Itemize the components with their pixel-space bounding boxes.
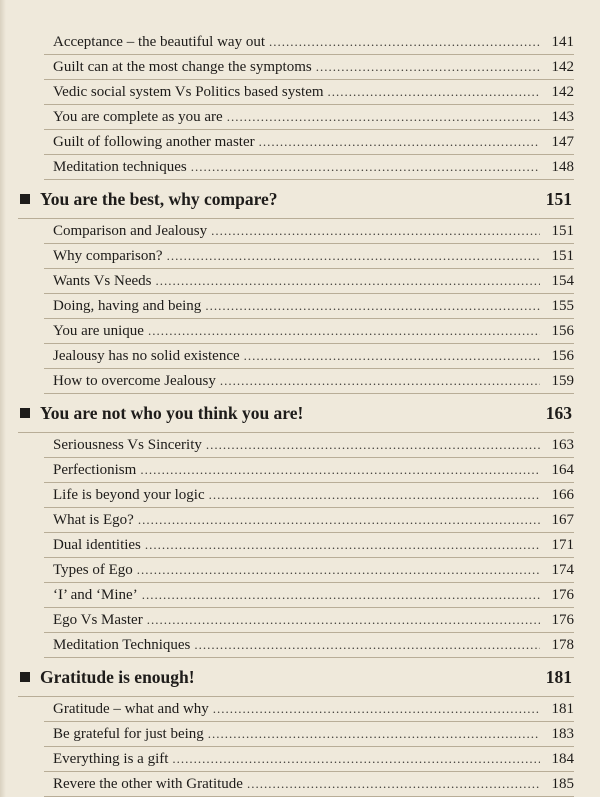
dot-leader [211,222,540,240]
entry-page-number: 185 [551,776,574,792]
square-bullet-icon [20,194,30,204]
toc-entry [44,80,574,105]
toc-entry [44,508,574,533]
toc-entry [44,55,574,80]
entry-title: Dual identities [53,537,141,553]
entry-page-number: 176 [551,612,574,628]
dot-leader [167,247,540,265]
toc-entry [44,608,574,633]
entry-title: Jealousy has no solid existence [53,348,240,364]
entry-title: Guilt of following another master [53,134,255,150]
toc-entry [44,483,574,508]
toc-entry [44,105,574,130]
dot-leader [328,83,540,101]
dot-leader [206,436,540,454]
dot-leader [247,775,540,793]
entry-page-number: 166 [551,487,574,503]
dot-leader [140,461,540,479]
section-title: Gratitude is enough! [40,666,195,687]
entry-title: You are complete as you are [53,109,223,125]
dot-leader [208,725,540,743]
dot-leader [194,636,540,654]
entry-page-number: 151 [551,248,574,264]
dot-leader [145,536,540,554]
entry-page-number: 156 [551,323,574,339]
toc-entry [44,30,574,55]
entry-title: Everything is a gift [53,751,169,767]
dot-leader [227,108,540,126]
entry-page-number: 142 [551,84,574,100]
entry-title: Ego Vs Master [53,612,143,628]
entry-page-number: 155 [551,298,574,314]
toc-entry [44,269,574,294]
toc-entry [44,772,574,797]
entry-page-number: 143 [551,109,574,125]
dot-leader [316,58,540,76]
entry-page-number: 174 [551,562,574,578]
entry-title: Seriousness Vs Sincerity [53,437,202,453]
entry-page-number: 156 [551,348,574,364]
toc-entry [44,130,574,155]
entry-title: ‘I’ and ‘Mine’ [53,587,138,603]
entry-title: Acceptance – the beautiful way out [53,34,265,50]
entry-page-number: 181 [551,701,574,717]
entry-page-number: 178 [551,637,574,653]
entry-page-number: 154 [551,273,574,289]
entry-title: Vedic social system Vs Politics based system [53,84,324,100]
dot-leader [156,272,540,290]
entry-title: Comparison and Jealousy [53,223,208,239]
entry-title: Why comparison? [53,248,163,264]
dot-leader [259,133,540,151]
toc-entry [44,155,574,180]
section-page-number: 181 [545,666,572,687]
entry-page-number: 148 [551,159,574,175]
toc-entry [44,219,574,244]
toc-entry [44,747,574,772]
entry-title: Doing, having and being [53,298,202,314]
toc-entry [44,433,574,458]
table-of-contents [0,30,600,797]
entry-page-number: 171 [551,537,574,553]
entry-title: Be grateful for just being [53,726,204,742]
section-title: You are not who you think you are! [40,402,304,423]
toc-entry [44,722,574,747]
square-bullet-icon [20,672,30,682]
dot-leader [244,347,540,365]
dot-leader [138,511,540,529]
entry-page-number: 147 [551,134,574,150]
entry-title: Meditation Techniques [53,637,191,653]
toc-entry [44,558,574,583]
toc-entry [44,344,574,369]
toc-entry [44,319,574,344]
entry-page-number: 142 [551,59,574,75]
section-heading [18,658,574,697]
entry-title: Revere the other with Gratitude [53,776,243,792]
toc-entry [44,533,574,558]
entry-page-number: 151 [551,223,574,239]
entry-page-number: 141 [551,34,574,50]
section-title: You are the best, why compare? [40,188,278,209]
dot-leader [269,33,540,51]
toc-entry [44,294,574,319]
dot-leader [148,322,540,340]
dot-leader [142,586,540,604]
toc-entry [44,458,574,483]
entry-title: Gratitude – what and why [53,701,209,717]
dot-leader [213,700,540,718]
entry-title: Life is beyond your logic [53,487,205,503]
dot-leader [205,297,540,315]
toc-entry [44,697,574,722]
entry-page-number: 164 [551,462,574,478]
entry-page-number: 184 [551,751,574,767]
section-page-number: 151 [545,188,572,209]
section-heading [18,394,574,433]
dot-leader [220,372,540,390]
entry-page-number: 183 [551,726,574,742]
entry-title: How to overcome Jealousy [53,373,216,389]
entry-title: Guilt can at the most change the symptoms [53,59,312,75]
entry-page-number: 167 [551,512,574,528]
dot-leader [209,486,540,504]
square-bullet-icon [20,408,30,418]
dot-leader [172,750,540,768]
entry-page-number: 163 [551,437,574,453]
entry-title: You are unique [53,323,144,339]
entry-title: Wants Vs Needs [53,273,152,289]
dot-leader [191,158,540,176]
entry-page-number: 176 [551,587,574,603]
entry-title: What is Ego? [53,512,134,528]
toc-entry [44,369,574,394]
dot-leader [137,561,540,579]
toc-entry [44,633,574,658]
entry-page-number: 159 [551,373,574,389]
toc-entry [44,583,574,608]
section-heading [18,180,574,219]
dot-leader [147,611,540,629]
entry-title: Perfectionism [53,462,137,478]
entry-title: Meditation techniques [53,159,187,175]
toc-entry [44,244,574,269]
entry-title: Types of Ego [53,562,133,578]
section-page-number: 163 [545,402,572,423]
